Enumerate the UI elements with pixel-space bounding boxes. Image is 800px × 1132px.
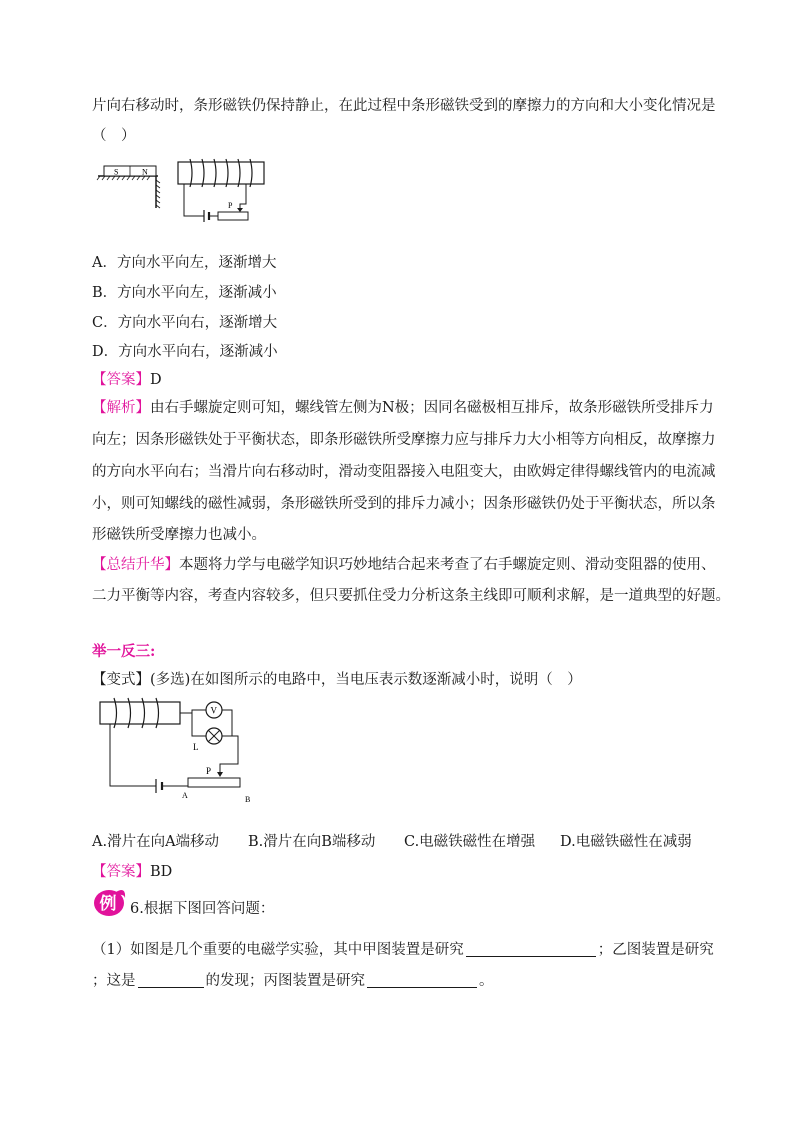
part2-text-a: ；这是 (92, 973, 136, 989)
option-b: B.滑片在向B端移动 (248, 834, 376, 850)
rheostat (188, 778, 240, 787)
part2-text-c: 。 (479, 973, 494, 989)
magnet-s-label: S (114, 167, 119, 177)
end-a-label: A (182, 791, 188, 800)
answer-tag: 【答案】 (92, 864, 150, 880)
answer-line (92, 370, 162, 390)
answer-tag: 【答案】 (92, 372, 150, 388)
answer-value: BD (150, 864, 173, 880)
summary-text: 本题将力学与电磁学知识巧妙地结合起来考查了右手螺旋定则、滑动变阻器的使用、 (179, 557, 716, 573)
analysis-line-4: 小，则可知螺线的磁性减弱，条形磁铁所受到的排斥力减小；因条形磁铁仍处于平衡状态，所以条 (92, 496, 716, 512)
example-badge-label: 例 (99, 894, 117, 914)
example-badge-icon (92, 888, 128, 918)
example-part2-line (92, 971, 494, 991)
answer-blank-2[interactable] (138, 971, 204, 988)
part2-text-b: 的发现；丙图装置是研究 (205, 973, 365, 989)
option-d: D.电磁铁磁性在减弱 (560, 834, 692, 850)
example-title: 6.根据下图回答问题： (130, 901, 275, 917)
part1-text-b: ；乙图装置是研究 (597, 942, 714, 958)
answer-value: D (150, 372, 162, 388)
rheostat (218, 212, 248, 220)
lamp-label: L (193, 742, 199, 752)
example-part1-line (92, 940, 714, 960)
option-b: B．方向水平向左，逐渐减小 (92, 285, 277, 301)
option-a: A．方向水平向左，逐渐增大 (92, 255, 277, 271)
analysis-tag: 【解析】 (92, 400, 150, 416)
option-a: A.滑片在向A端移动 (92, 834, 220, 850)
analysis-line-3: 的方向水平向右；当滑片向右移动时，滑动变阻器接入电阻变大，由欧姆定律得螺线管内的电流减 (92, 464, 716, 480)
voltmeter-label: V (210, 705, 217, 716)
answer-blank-1[interactable] (466, 940, 596, 957)
answer-line (92, 862, 172, 882)
part1-text-a: （1）如图是几个重要的电磁学实验，其中甲图装置是研究 (92, 942, 464, 958)
variant-tag: 【变式】 (92, 672, 150, 688)
end-b-label: B (245, 795, 251, 804)
analysis-line-5: 形磁铁所受摩擦力也减小。 (92, 527, 266, 543)
option-c: C.电磁铁磁性在增强 (404, 834, 536, 850)
option-c: C．方向水平向右，逐渐增大 (92, 315, 278, 331)
magnet-n-label: N (142, 167, 148, 177)
figure-electromagnet-circuit (96, 694, 266, 810)
summary-line-1 (92, 555, 716, 575)
answer-blank-3[interactable] (367, 971, 477, 988)
variant-line (92, 670, 582, 690)
figure-magnet-solenoid-circuit (96, 156, 276, 232)
slider-p-label: P (206, 766, 212, 776)
question-paren: （ ） (92, 128, 136, 144)
summary-line-2: 二力平衡等内容，考查内容较多，但只要抓住受力分析这条主线即可顺利求解，是一道典型的好题。 (92, 588, 730, 604)
analysis-line-2: 向左；因条形磁铁处于平衡状态，即条形磁铁所受摩擦力应与排斥力大小相等方向相反，故摩擦力 (92, 432, 716, 448)
section-title: 举一反三: (92, 643, 156, 660)
analysis-text: 由右手螺旋定则可知，螺线管左侧为N极；因同名磁极相互排斥，故条形磁铁所受排斥力 (150, 400, 714, 416)
variant-text: (多选)在如图所示的电路中，当电压表示数逐渐减小时，说明（ ） (150, 672, 582, 688)
analysis-line-1 (92, 398, 714, 418)
electromagnet-core (100, 702, 180, 724)
options-row (92, 832, 692, 852)
slider-p-label: P (228, 201, 233, 210)
summary-tag: 【总结升华】 (92, 557, 179, 573)
option-d: D．方向水平向右，逐渐减小 (92, 344, 278, 360)
question-text-line: 片向右移动时，条形磁铁仍保持静止，在此过程中条形磁铁受到的摩擦力的方向和大小变化情况是 (92, 98, 716, 114)
